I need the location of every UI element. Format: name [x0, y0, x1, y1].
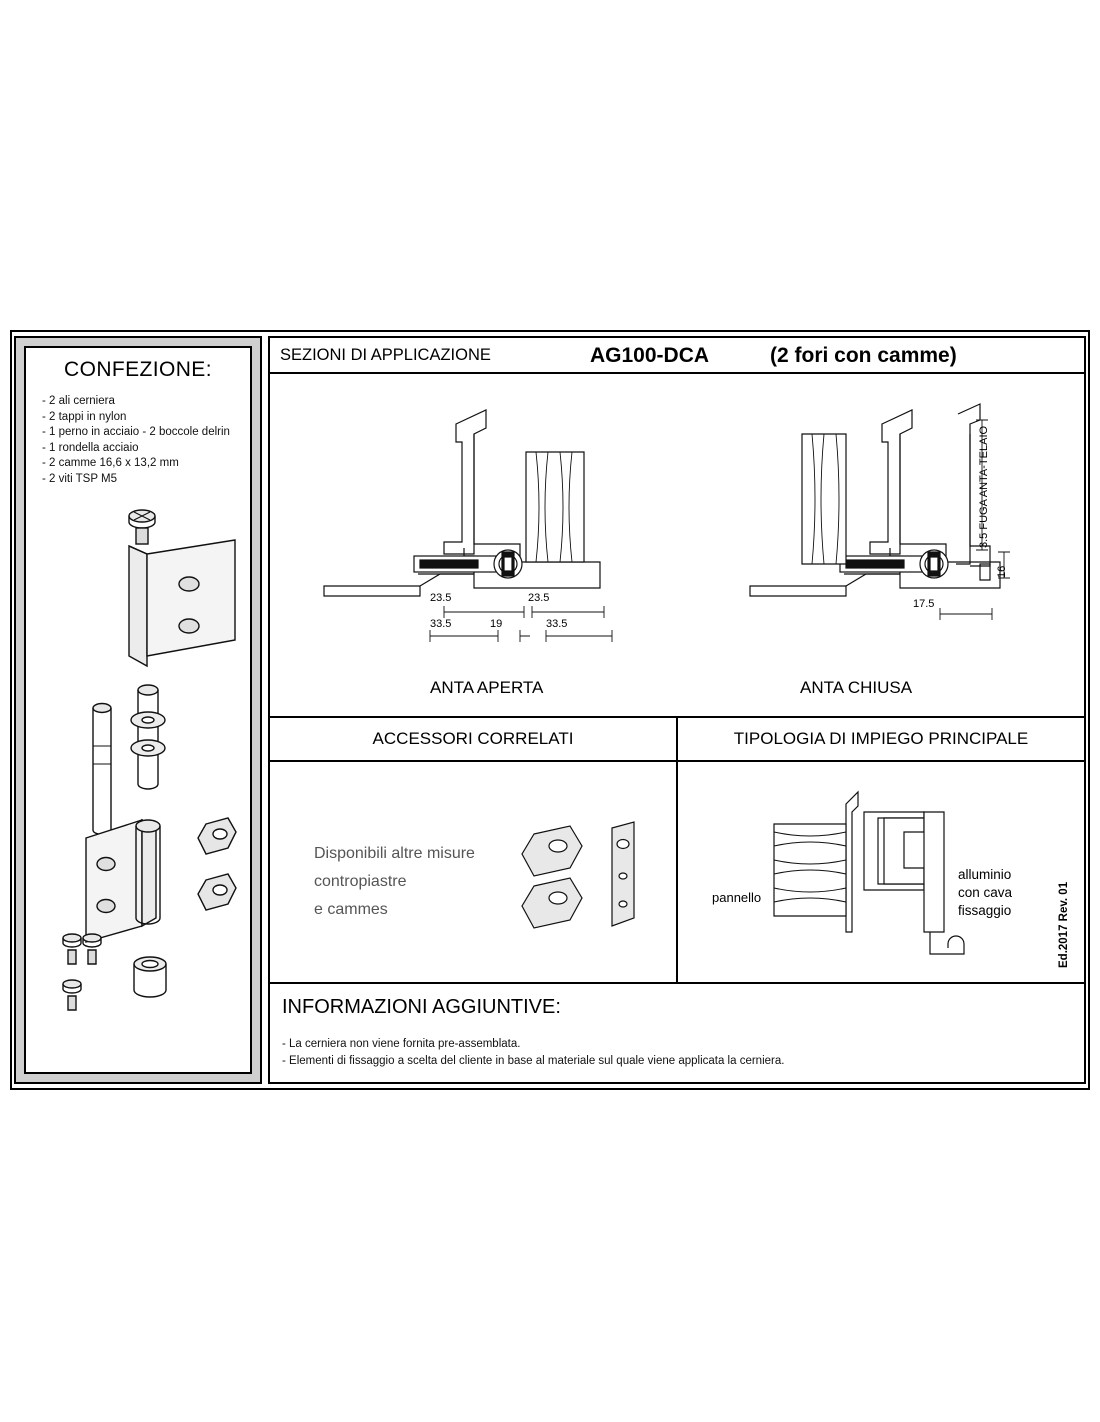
accessories-text-line: Disponibili altre misure: [314, 845, 475, 862]
label-alluminio-line: fissaggio: [958, 903, 1012, 918]
package-title: CONFEZIONE:: [64, 358, 212, 381]
package-items: [42, 394, 238, 487]
hinge-exploded-drawing: [26, 498, 258, 1058]
additional-info-lines: [282, 1036, 784, 1070]
caption-anta-aperta: ANTA APERTA: [430, 678, 544, 697]
dimension-17-5: 17.5: [913, 598, 935, 610]
typology-body: [678, 762, 1086, 984]
product-code: AG100-DCA: [590, 344, 710, 367]
accessories-header: [268, 718, 678, 762]
list-item: - 1 perno in acciaio - 2 boccole delrin: [42, 426, 230, 438]
dimension-fuga-anta-telaio: 3.5 FUGA ANTA-TELAIO: [978, 425, 990, 548]
accessories-parts-drawing: [520, 820, 670, 950]
typology-header-label: TIPOLOGIA DI IMPIEGO PRINCIPALE: [733, 729, 1029, 748]
list-item: - 2 camme 16,6 x 13,2 mm: [42, 457, 179, 469]
list-item: - 1 rondella acciaio: [42, 441, 139, 454]
section-header-bar: [268, 336, 1086, 374]
dimension-23-5-left: 23.5: [430, 592, 452, 604]
package-panel: [14, 336, 262, 1084]
accessories-body: [268, 762, 678, 984]
application-section-drawings: [268, 374, 1086, 718]
accessories-header-label: ACCESSORI CORRELATI: [372, 729, 574, 748]
additional-info-box: [268, 984, 1086, 1084]
typology-drawing: [678, 762, 1086, 984]
dimension-23-5-right: 23.5: [528, 592, 550, 604]
label-alluminio-line: con cava: [958, 885, 1013, 900]
info-line: - La cerniera non viene fornita pre-assemblata.: [282, 1038, 521, 1050]
dimension-16: 16: [996, 565, 1008, 578]
info-line: - Elementi di fissaggio a scelta del cliente in base al materiale sul quale viene applicata la cerniera.: [282, 1055, 785, 1067]
label-alluminio: [958, 866, 1012, 920]
product-note: (2 fori con camme): [770, 344, 957, 367]
list-item: - 2 ali cerniera: [42, 395, 115, 407]
accessories-text-line: contropiastre: [314, 873, 407, 890]
caption-anta-chiusa: ANTA CHIUSA: [800, 678, 913, 697]
list-item: - 2 viti TSP M5: [42, 472, 117, 485]
revision-label: Ed.2017 Rev. 01: [1058, 881, 1070, 968]
dimension-19: 19: [490, 618, 503, 630]
dimension-33-5-left: 33.5: [430, 618, 452, 630]
accessories-text: [314, 840, 475, 924]
package-panel-inner: [24, 346, 252, 1074]
list-item: - 2 tappi in nylon: [42, 410, 127, 423]
label-alluminio-line: alluminio: [958, 867, 1012, 882]
additional-info-title: INFORMAZIONI AGGIUNTIVE:: [282, 996, 561, 1018]
label-pannello: pannello: [712, 890, 762, 905]
typology-header: [678, 718, 1086, 762]
accessories-text-line: e cammes: [314, 901, 388, 918]
header-section-label: SEZIONI DI APPLICAZIONE: [280, 346, 491, 364]
dimension-33-5-right: 33.5: [546, 618, 568, 630]
